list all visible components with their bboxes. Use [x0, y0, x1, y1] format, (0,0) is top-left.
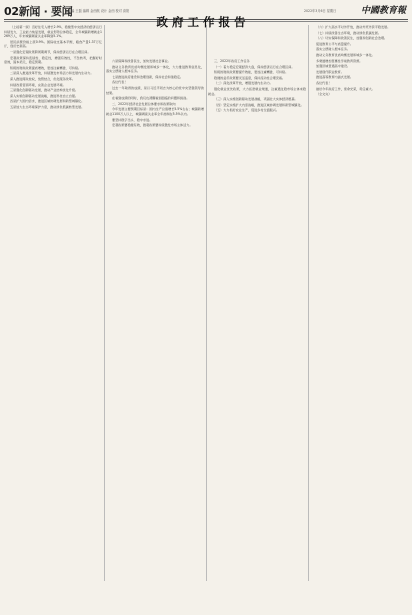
- article-paragraph: 深入推进简政放权，放管结合，优化服务改革。: [10, 76, 75, 81]
- article-paragraph: 三、2022年政府工作任务: [214, 59, 250, 63]
- editor-credits: 主编 王磊 编辑 金西航 设计 金西 校对 高阳: [68, 9, 130, 13]
- article-paragraph: 要坚持稳字当头、稳中求进。: [112, 117, 153, 122]
- article-paragraph: （四）坚定实施扩大内需战略，推进区域协调发展和新型城镇化。: [214, 102, 304, 107]
- article-paragraph: （六）扩大高水平对外开放，推动外贸外资平稳发展。: [316, 25, 391, 29]
- column-divider: [308, 25, 309, 581]
- article-paragraph: 加强县域普通高中建设。: [316, 64, 351, 69]
- column-divider: [206, 25, 207, 581]
- article-paragraph: 积极的财政政策提质增效，更加注重精准、可持续。: [10, 65, 82, 70]
- section-name: 新闻 · 要闻: [18, 5, 73, 18]
- article-paragraph: （八）切实保障和改善民生，加强和创新社会治理。: [316, 36, 388, 41]
- article-paragraph: 宏观政策保持连续性、稳定性，增强有效性，不急转弯，把握好时度效，固本培元，稳定预期。: [4, 55, 102, 65]
- article-paragraph: （全文完）: [316, 92, 332, 97]
- article-paragraph: 宏观政策要稳健有效，微观政策要持续激发市场主体活力。: [112, 123, 193, 128]
- article-paragraph: 二是深入推进改革开放，持续激发市场活力和发展内生动力。: [10, 71, 94, 76]
- article-paragraph: （一）着力稳定宏观经济大盘，保持经济运行在合理区间。: [214, 64, 295, 69]
- article-paragraph: 各位代表！: [316, 80, 332, 85]
- article-paragraph: 促进教育公平与质量提升。: [316, 41, 354, 46]
- article-paragraph: 强化就业优先政策，大力拓宽就业渠道，注重通过稳市场主体来稳就业。: [208, 86, 306, 96]
- article-paragraph: 在看到成绩的同时，我们也清醒看到面临的问题和挑战。: [112, 96, 190, 101]
- article-paragraph: 各位代表！: [112, 80, 128, 85]
- article-paragraph: 六是保障和改善民生，加快发展社会事业。: [112, 59, 171, 63]
- issue-date: 2022年3月6日 星期日: [304, 9, 337, 13]
- article-paragraph: 三是强化创新驱动发展，推动产业结构优化升级。: [10, 88, 79, 93]
- article-column-1: [4, 25, 102, 581]
- article-body: [4, 25, 408, 581]
- article-paragraph: （五）大力抓好农业生产，促进乡村全面振兴。: [214, 108, 279, 113]
- article-paragraph: 一是强化宏观政策跨周期调节，保持经济运行在合理区间。: [10, 49, 91, 54]
- newspaper-masthead: 中國教育報: [360, 6, 406, 16]
- article-paragraph: 稳健的货币政策要灵活适度，保持流动性合理充裕。: [214, 75, 286, 80]
- article-paragraph: 七是推进政府建设和治理创新，保持社会和谐稳定。: [112, 74, 184, 79]
- article-column-4: [310, 25, 408, 581]
- article-paragraph: 今年发展主要预期目标是：国内生产总值增长5.5%左右；城镇新增就业1100万人以上，城镇调查失业率全年控制在5.5%以内。: [106, 107, 204, 116]
- article-column-3: [208, 25, 306, 615]
- article-paragraph: 推进高等教育内涵式发展。: [316, 75, 354, 80]
- article-paragraph: 推动义务教育优质均衡发展和城乡一体化。: [316, 52, 375, 57]
- article-paragraph: 深入实施创新驱动发展战略，推进科技自立自强。: [10, 93, 79, 98]
- article-paragraph: （三）深入实施创新驱动发展战略，巩固壮大实体经济根基。: [214, 97, 298, 102]
- column-divider: [104, 25, 105, 581]
- article-paragraph: 推动义务教育优质均衡发展和城乡一体化，大力推进教育信息化，落实立德树人根本任务。: [106, 64, 204, 74]
- article-paragraph: 做好今年政府工作，使命光荣，责任重大。: [316, 86, 375, 91]
- article-paragraph: 发展现代职业教育。: [316, 69, 344, 74]
- article-title: 政府工作报告: [156, 15, 250, 29]
- article-paragraph: 过去一年取得的成绩，是以习近平同志为核心的党中央坚强领导的结果。: [106, 85, 204, 95]
- section-number: 02: [4, 5, 19, 18]
- article-column-2: [106, 25, 204, 615]
- article-paragraph: 二、2022年经济社会发展总体要求和政策取向: [112, 101, 176, 106]
- section-label: [4, 3, 72, 19]
- article-paragraph: 居民消费价格上涨0.9%。国际收支基本平衡，粮食产量1.37万亿斤，创历史新高。: [4, 39, 102, 49]
- article-paragraph: （七）持续改善生态环境，推动绿色低碳发展。: [316, 30, 381, 35]
- article-paragraph: 五是加大生态环境保护力度，推动绿色低碳转型发展。: [10, 104, 85, 109]
- article-paragraph: 多渠道增加普惠性学前教育资源。: [316, 58, 363, 63]
- article-paragraph: 落实立德树人根本任务。: [316, 47, 351, 52]
- article-paragraph: 持续改善营商环境，完善企业发展环境。: [10, 82, 66, 87]
- article-paragraph: 四是扩大国内需求，推进区域协调发展和新型城镇化。: [10, 99, 85, 104]
- article-paragraph: 积极的财政政策要提升效能，更加注重精准、可持续。: [214, 70, 289, 75]
- article-paragraph: （二）深化改革开放，增强发展内生动力。: [214, 81, 273, 86]
- article-paragraph: （上接第一版）迈好住宅入增长2.9%，稳健型中央经济的经济运行持续发力，工业能力恢复发展，就业形势总体稳定，全年城镇新增就业1269万人，年末城镇调查失业率降到5.1%。: [4, 25, 102, 39]
